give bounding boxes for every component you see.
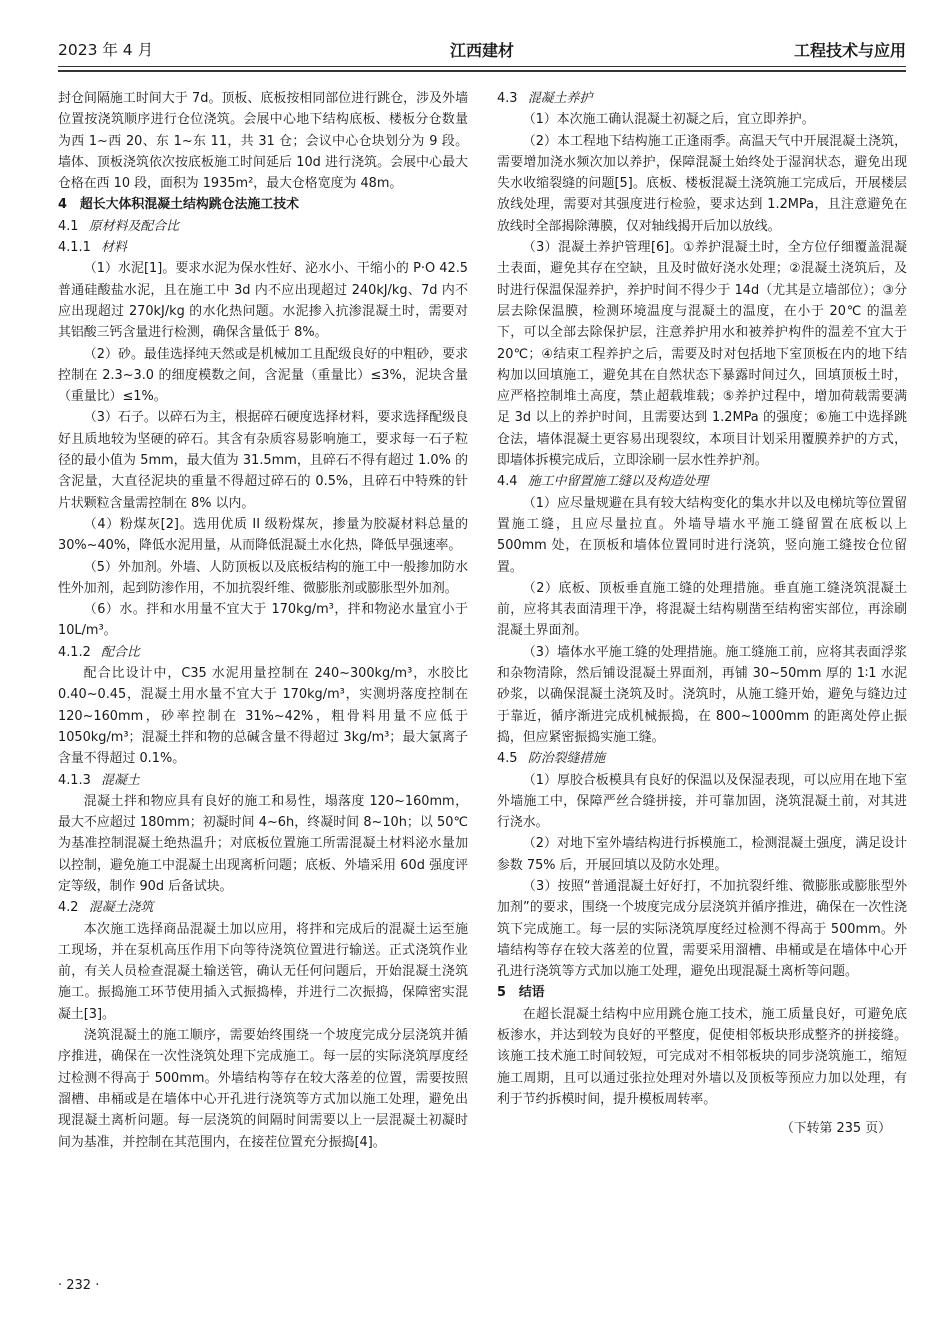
subsection-heading-h412 bbox=[58, 642, 468, 663]
subsection-heading-h42 bbox=[58, 897, 468, 918]
heading-number: 4.1.3 bbox=[58, 772, 91, 788]
paragraph-p_concrete: 混凝土拌和物应具有良好的施工和易性，塌落度 120~160mm，最大不应超过 180mm；初凝时间 4~6h，终凝时间 8~10h；以 50℃ 为基准控制混凝土绝热温升；对底板位置施工所需混凝土材料泌水量加以控制，避免施工中混凝土出现离析问题；底板、外墙采用 60d 强度评定等级，制作 90d 后备试块。 bbox=[58, 793, 468, 894]
paragraph-p_sand: （2）砂。最佳选择纯天然或是机械加工且配级良好的中粗砂，要求控制在 2.3~3.0 的细度模数之间，含泥量（重量比）≤3%，泥块含量（重量比）≤1%。 bbox=[58, 346, 468, 405]
paragraph-p_crack2: （2）对地下室外墙结构进行拆模施工，检测混凝土强度，满足设计参数 75% 后，开展回填以及防水处理。 bbox=[497, 836, 907, 873]
heading-title: 原材料及配合比 bbox=[88, 218, 180, 234]
heading-title: 施工中留置施工缝以及构造处理 bbox=[527, 474, 709, 490]
heading-title: 混凝土 bbox=[101, 772, 140, 788]
paragraph-p_pour2: 浇筑混凝土的施工顺序，需要始终围绕一个坡度完成分层浇筑并循序推进，确保在一次性浇筑处理下完成施工。每一层的实际浇筑厚度经过检测不得高于 500mm。外墙结构等存在较大落差的位置，需要按照溜槽、串桶或是在墙体中心开孔进行浇筑等方式加以施工处理，避免出现混凝土离析问题。每一层浇筑的间隔时间需要以上一层混凝土初凝时间为基准，并控制在其范围内，在接茬位置充分振捣[4]。 bbox=[58, 1028, 468, 1150]
paragraph-p_concl: 在超长混凝土结构中应用跳仓施工技术，施工质量良好，可避免底板渗水，并达到较为良好的平整度，促使相邻板块形成整齐的拼接缝。该施工技术施工时间较短，可完成对不相邻板块的同步浇筑施工，缩短施工周期，且可以通过张拉处理对外墙以及顶板等预应力加以处理，有利于节约拆模时间，提升模板周转率。 bbox=[497, 1006, 907, 1107]
header-rule-thin bbox=[58, 66, 906, 67]
heading-title: 材料 bbox=[101, 240, 127, 256]
subsection-heading-h44 bbox=[497, 471, 907, 492]
paragraph-p_joint2: （2）底板、顶板垂直施工缝的处理措施。垂直施工缝浇筑混凝土前，应将其表面清理干净，将混凝土结构剔凿至结构密实部位，再涂刷混凝土界面剂。 bbox=[497, 580, 907, 639]
continuation-note: （下转第 235 页） bbox=[780, 1121, 891, 1137]
heading-title: 配合比 bbox=[101, 644, 140, 660]
paragraph-p_cure1: （1）本次施工确认混凝土初凝之后，宜立即养护。 bbox=[522, 112, 815, 128]
paragraph-p_cement: （1）水泥[1]。要求水泥为保水性好、泌水小、干缩小的 P·O 42.5 普通硅酸盐水泥，且在施工中 3d 内不应出现超过 240kJ/kg、7d 内不应出现超过 270kJ/kg 的水化热问题。水泥掺入抗渗混凝土时，需要对其铝酸三钙含量进行检测，确保含量低于 8%。 bbox=[58, 261, 468, 341]
left-column bbox=[58, 88, 468, 1153]
paragraph-p_mix: 配合比设计中，C35 水泥用量控制在 240~300kg/m³，水胶比 0.40~0.45，混凝土用水量不宜大于 170kg/m³，实测坍落度控制在 120~160mm，砂率控制在 31%~42%，粗骨料用量不应低于 1050kg/m³；混凝土拌和物的总碱含量不得超过 3kg/m³；最大氯离子含量不得超过 0.1%。 bbox=[58, 666, 468, 767]
heading-number: 4.5 bbox=[497, 751, 518, 767]
header-date: 2023 年 4 月 bbox=[58, 41, 154, 59]
paragraph-p_admix: （5）外加剂。外墙、人防顶板以及底板结构的施工中一般掺加防水性外加剂，起到防渗作用，不加抗裂纤维、微膨胀剂或膨胀型外加剂。 bbox=[58, 559, 468, 596]
running-header bbox=[58, 38, 906, 62]
heading-title: 混凝土养护 bbox=[527, 91, 593, 106]
heading-number: 4.3 bbox=[497, 91, 518, 106]
paragraph-p_crack3: （3）按照“普通混凝土好好打，不加抗裂纤维、微膨胀或膨胀型外加剂”的要求，围绕一个坡度完成分层浇筑并循序推进，确保在一次性浇筑下完成施工。每一层的实际浇筑厚度经过检测不得高于 500mm。外墙结构等存在较大落差的位置，需要采用溜槽、串桶或是在墙体中心开孔进行浇筑等方式加以施工处理，避免出现混凝土离析等问题。 bbox=[497, 878, 907, 980]
paragraph-p_water: （6）水。拌和水用量不宜大于 170kg/m³，拌和物泌水量宜小于 10L/m³。 bbox=[58, 602, 468, 639]
heading-number: 4.2 bbox=[58, 900, 79, 916]
subsection-heading-h43 bbox=[497, 88, 907, 109]
paragraph-p_cure2: （2）本工程地下结构施工正逢雨季。高温天气中开展混凝土浇筑，需要增加浇水频次加以养护，保障混凝土始终处于湿润状态，避免出现失水收缩裂缝的问题[5]。底板、楼板混凝土浇筑施工完成后，开展楼层放线处理，需要对其强度进行检验，要求达到 1.2MPa，且注意避免在放线时全部揭除薄膜，仅对轴线揭开后加以放线。 bbox=[497, 133, 907, 234]
heading-number: 4.1.1 bbox=[58, 240, 91, 256]
paragraph-p_crack1: （1）厚胶合板模具有良好的保温以及保湿表现，可以应用在地下室外墙施工中，保障严丝合缝拼接，并可靠加固，浇筑混凝土前，对其进行浇水。 bbox=[497, 772, 907, 831]
header-section: 工程技术与应用 bbox=[793, 41, 906, 60]
paragraph-p_stone: （3）石子。以碎石为主，根据碎石硬度选择材料，要求选择配级良好且质地较为坚硬的碎石。其含有杂质容易影响施工，要求每一石子粒径的最小值为 5mm，最大值为 31.5mm，且碎石不得有超过 1.0% 的含泥量，大直径泥块的重量不得超过碎石的 0.5%，且碎石中特殊的针片状颗粒含量需控制在 8% 以内。 bbox=[58, 410, 468, 511]
heading-number: 4.1.2 bbox=[58, 644, 91, 660]
paragraph-p_ash: （4）粉煤灰[2]。选用优质 II 级粉煤灰，掺量为胶凝材料总量的 30%~40%，降低水泥用量，从而降低混凝土水化热，降低早强速率。 bbox=[58, 516, 468, 554]
subsection-heading-h413 bbox=[58, 770, 468, 791]
paragraph-p_cont: 封仓间隔施工时间大于 7d。顶板、底板按相同部位进行跳仓，涉及外墙位置按浇筑顺序进行仓位浇筑。会展中心地下结构底板、楼板分仓数量为西 1~西 20、东 1~东 11，共 31 仓；会议中心仓块划分为 9 段。墙体、顶板浇筑依次按底板施工时间延后 10d 进行浇筑。会展中心最大仓格在西 10 段，面积为 1935m²，最大仓格宽度为 48m。 bbox=[58, 91, 468, 192]
right-column bbox=[497, 88, 907, 1140]
subsection-heading-h411 bbox=[58, 237, 468, 258]
section-heading-h5: 5 结语 bbox=[497, 985, 545, 1001]
paragraph-p_cure3: （3）混凝土养护管理[6]。①养护混凝土时，全方位仔细覆盖混凝土表面，避免其存在空缺，且及时做好浇水处理；②混凝土浇筑后，及时进行保温保湿养护，养护时间不得少于 14d（尤其是立墙部位）；③分层去除保温膜，检测环境温度与混凝土的温度，在小于 20℃ 的温差下，可以全部去除保护层，注意养护用水和被养护构件的温差不宜大于 20℃；④结束工程养护之后，需要及时对包括地下室顶板在内的地下结构加以回填施工，避免其在自然状态下暴露时间过久，回填顶板土时，应严格控制堆土高度，禁止超载堆载；⑤养护过程中，增加荷载需要满足 3d 以上的养护时间，且需要达到 1.2MPa 的强度；⑥施工中选择跳仓法，墙体混凝土更容易出现裂纹，本项目计划采用覆膜养护的方式，即墙体拆模完成后，立即涂刷一层水性养护剂。 bbox=[497, 240, 907, 469]
heading-title: 混凝土浇筑 bbox=[88, 900, 154, 916]
paragraph-p_pour1: 本次施工选择商品混凝土加以应用，将拌和完成后的混凝土运至施工现场，并在泵机高压作用下向等待浇筑位置进行输送。正式浇筑作业前，有关人员检查混凝土输送管，确认无任何问题后，开始混凝土浇筑施工。振捣施工环节使用插入式振捣棒，并进行二次振捣，保障密实混凝土[3]。 bbox=[58, 921, 468, 1022]
subsection-heading-h45 bbox=[497, 748, 907, 769]
heading-number: 4.1 bbox=[58, 218, 79, 234]
page-number: · 232 · bbox=[58, 1278, 100, 1293]
section-heading-h4: 4 超长大体积混凝土结构跳仓法施工技术 bbox=[58, 197, 299, 213]
paragraph-p_joint3: （3）墙体水平施工缝的处理措施。施工缝施工前，应将其表面浮浆和杂物清除，然后铺设混凝土界面剂，再铺 30~50mm 厚的 1∶1 水泥砂浆，以确保混凝土浇筑及时。浇筑时，从施工缝开始，避免与缝边过于靠近，循序渐进完成机械振捣，在 800~1000mm 的距离处停止振捣，但应紧密振捣实施工缝。 bbox=[497, 644, 907, 745]
header-rule-thick bbox=[58, 70, 906, 72]
paragraph-p_joint1: （1）应尽量规避在具有较大结构变化的集水井以及电梯坑等位置留置施工缝，且应尽量拉直。外墙导墙水平施工缝留置在底板以上 500mm 处，在顶板和墙体位置同时进行浇筑，竖向施工缝按仓位留置。 bbox=[497, 495, 907, 575]
subsection-heading-h41 bbox=[58, 216, 468, 237]
heading-number: 4.4 bbox=[497, 474, 518, 490]
header-journal-title: 江西建材 bbox=[449, 41, 514, 60]
heading-title: 防治裂缝措施 bbox=[527, 751, 606, 767]
